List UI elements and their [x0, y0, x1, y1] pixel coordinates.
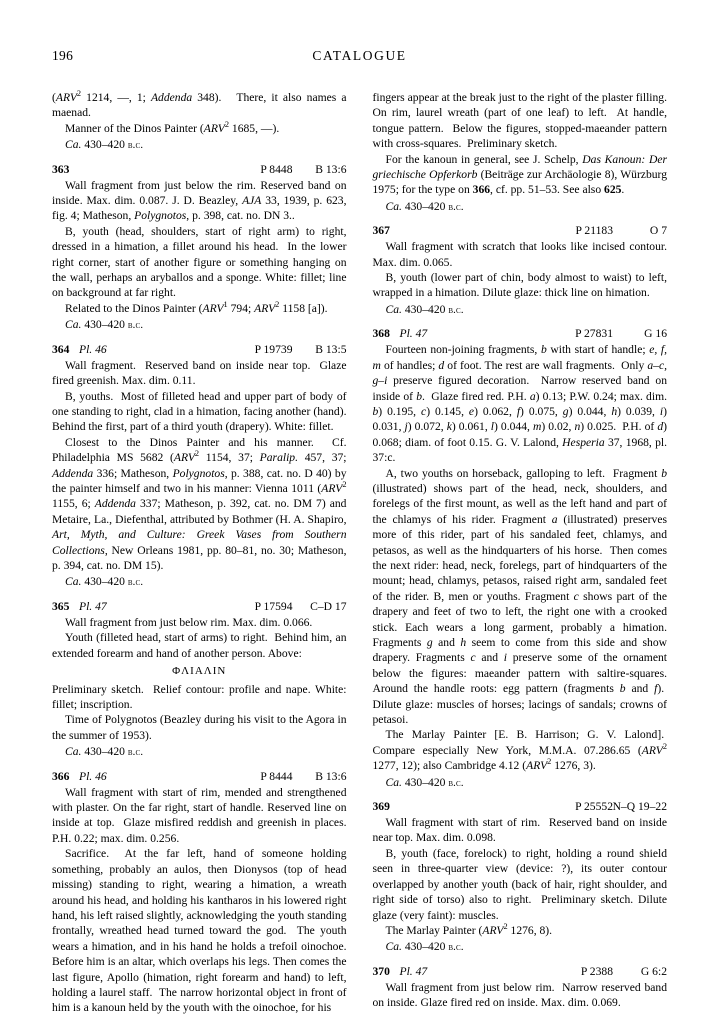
entry-number: 368 [372, 327, 390, 341]
text-columns [52, 89, 668, 1015]
entry-heading [373, 223, 668, 238]
paragraph: (ARV$^2$ 1214, —, 1; Addenda 348). There, it also names a maenad. [52, 89, 347, 120]
entry-box-number: B 13:5 [315, 342, 347, 356]
paragraph: B, youth (face, forelock) to right, holding a round shield seen in three-quarter view (device: ?), its outer contour overlapped by another youth (back of hair, right shoulder, and right side of torso) also to right. Preliminary sketch. Dilute glaze (very faint): muscles. [372, 846, 667, 922]
entry-heading [373, 326, 668, 341]
entry-box-number: G 16 [644, 327, 667, 341]
entry-heading [52, 769, 347, 784]
entry-box-number: G 6:2 [640, 964, 667, 978]
entry-heading [52, 162, 347, 177]
entry-plate: Pl. 47 [399, 964, 428, 978]
entry-plate: Pl. 47 [79, 599, 107, 613]
paragraph: For the kanoun in general, see J. Schelp, Das Kanoun: Der griechische Opferkorb (Beiträge zur Archäologie 8), Würzburg 1975; for the type on 366, cf. pp. 51–53. See also 625. [372, 152, 667, 197]
paragraph: Fourteen non-joining fragments, b with start of handle; e, f, m of handles; d of foot. The rest are wall fragments. Only a–c, g–i preserve figured decoration. Narrow reserved band on inside of b. Glaze fired red. P.H. a) 0.13; P.W. 0.24; max. dim. b) 0.195, c) 0.145, e) 0.062, f) 0.075, g) 0.044, h) 0.039, i) 0.031, j) 0.072, k) 0.061, l) 0.044, m) 0.02, n) 0.025. P.H. of d) 0.068; diam. of foot 0.15. G. V. Lalond, Hesperia 37, 1968, pl. 37:c. [372, 343, 668, 465]
page-header [52, 48, 667, 76]
paragraph: Wall fragment from just below the rim. Reserved band on inside. Max. dim. 0.087. J. D. Beazley, AJA 33, 1939, p. 623, fig. 4; Matheson, Polygnotos, p. 398, cat. no. DN 3.. [52, 178, 347, 223]
entry-plate: Pl. 47 [399, 327, 428, 341]
paragraph: Wall fragment with scratch that looks like incised contour. Max. dim. 0.065. [372, 240, 667, 269]
left-column [52, 89, 347, 1015]
paragraph: Manner of the Dinos Painter (ARV$^2$ 1685, —). [65, 119, 280, 135]
paragraph-date: Ca. 430–420 b.c. [385, 302, 464, 316]
entry-number: 367 [372, 224, 390, 238]
entry-box-number: B 13:6 [315, 769, 347, 783]
paragraph: Sacrifice. At the far left, hand of someone holding something, probably an aulos, then Dionysos (top of head missing) standing to right, wearing a himation, a wreath around his head, and holding his kantharos in his lowered right hand, his left raised slightly, acknowledging the youth standing frontally, wreathed head turned toward the god. The youth wears a himation, and in his hand he holds a trefoil oinochoe. Before him is an altar, which overlaps his legs. Then comes the last figure, Apollo (himation, right forearm and hand) to left, holding a laurel staff. The narrow horizontal object in front of him is a kanoun held by the youth with the oinochoe, for his [52, 847, 347, 1015]
entry-box-number: N–Q 19–22 [612, 800, 667, 814]
paragraph: Wall fragment with start of rim, mended and strengthened with plaster. On the far right, start of handle. Reserved line on inside at top. Glaze misfired reddish and greenish in places. P.H. 0.22; max. dim. 0.256. [52, 785, 347, 845]
entry-cat-number: P 25552 [575, 800, 613, 814]
entry-box-number: O 7 [649, 224, 667, 238]
paragraph: Wall fragment with start of rim. Reserved band on inside near top. Max. dim. 0.098. [372, 816, 667, 845]
paragraph-date: Ca. 430–420 b.c. [65, 138, 144, 152]
paragraph: fingers appear at the break just to the right of the plaster filling. On rim, laurel wreath (part of one leaf) to left. At handle, tongue pattern. Below the figures, stopped-maeander pattern with cross-squares. Preliminary sketch. [372, 91, 667, 151]
paragraph: Wall fragment. Reserved band on inside near top. Glaze fired greenish. Max. dim. 0.11. [52, 358, 347, 388]
entry-cat-number: P 8444 [260, 769, 293, 783]
paragraph: B, youth (head, shoulders, start of right arm) to right, dressed in a himation, a fillet around his head. In the lower right corner, start of another figure or something hanging on the wall, perhaps an aryballos and a sponge. White: fillet; line on background at far right. [52, 224, 347, 300]
entry-number: 363 [52, 162, 70, 176]
entry-plate: Pl. 46 [79, 769, 107, 783]
paragraph-date: Ca. 430–420 b.c. [385, 775, 464, 789]
entry-number: 369 [372, 800, 390, 814]
paragraph: Closest to the Dinos Painter and his manner. Cf. Philadelphia MS 5682 (ARV$^2$ 1154, 37; Paralip. 457, 37; Addenda 336; Matheson, Polygnotos, p. 388, cat. no. D 40) by the painter himself and two in his manner: Vienna 1011 (ARV$^2$ 1155, 6; Addenda 337; Matheson, p. 392, cat. no. DM 7) and Metaire, La., Diefenthal, attributed by Bothmer (H. A. Shapiro, Art, Myth, and Culture: Greek Vases from Southern Collections, New Orleans 1981, pp. 80–81, no. 30; Matheson, p. 394, cat. no. DM 15). [52, 435, 347, 572]
entry-number: 365 [52, 599, 70, 613]
paragraph: Preliminary sketch. Relief contour: profile and nape. White: fillet; inscription. [52, 682, 347, 712]
paragraph: Wall fragment from just below rim. Narrow reserved band on inside. Glaze fired red on inside. Max. dim. 0.069. [372, 980, 667, 1010]
paragraph-date: Ca. 430–420 b.c. [385, 940, 464, 954]
paragraph: Youth (filleted head, start of arms) to right. Behind him, an extended forearm and hand of another person. Above: [52, 631, 347, 660]
paragraph: The Marlay Painter (ARV$^2$ 1276, 8). [385, 922, 553, 937]
entry-heading [373, 964, 668, 979]
entry-cat-number: P 27831 [575, 327, 613, 341]
greek-inscription: ΦΛΙΑΛΙΝ [172, 665, 227, 677]
paragraph: A, two youths on horseback, galloping to left. Fragment b (illustrated) shows part of the head, neck, shoulders, and forelegs of the first mount, as well as the left hand and part of the chlamys of his rider. Fragment a (illustrated) preserves more of this rider, part of his sandaled feet, chlamys, and petasos, as well as the hindquarters of his horse. Then comes the next rider: head, neck, forelegs, part of hindquarters of the mount; head, chlamys, petasos, raised right arm, sandaled feet of the rider. B, men or youths. Fragment c shows part of the drapery and feet of two to left, the right one with a crooked stick. Each wears a long garment, probably a himation. Fragments g and h seem to come from this side and show drapery. Fragments c and i preserve some of the ornament below the figures: maeander pattern with saltire-squares. Around the handle roots: egg pattern (fragments b and f). Dilute glaze: muscles of horses; lacings of sandals; crowns of petasoi. [372, 466, 667, 727]
entry-cat-number: P 21183 [575, 224, 613, 238]
entry-heading [373, 799, 668, 814]
right-column [372, 90, 668, 1010]
paragraph: The Marlay Painter [E. B. Harrison; G. V. Lalond]. Compare especially New York, M.M.A. 07.286.65 (ARV$^2$ 1277, 12); also Cambridge 4.12 (ARV$^2$ 1276, 3). [372, 728, 667, 773]
entry-number: 366 [52, 769, 70, 783]
page-number: 196 [52, 48, 74, 63]
paragraph: B, youth (lower part of chin, body almost to waist) to left, wrapped in a himation. Dilute glaze: thick line on himation. [372, 271, 667, 300]
paragraph: B, youths. Most of filleted head and upper part of body of one standing to right, clad in a himation, facing another (hand). Behind the first, part of a third youth (drapery). White: fillet. [52, 389, 347, 434]
entry-heading [52, 599, 347, 614]
paragraph: Related to the Dinos Painter (ARV$^1$ 794; ARV$^2$ 1158 [a]). [65, 300, 328, 315]
paragraph-date: Ca. 430–420 b.c. [65, 318, 144, 332]
paragraph-date: Ca. 430–420 b.c. [65, 745, 144, 759]
paragraph-date: Ca. 430–420 b.c. [385, 199, 464, 213]
paragraph-date: Ca. 430–420 b.c. [65, 575, 144, 589]
running-head: CATALOGUE [312, 48, 407, 63]
entry-cat-number: P 2388 [580, 964, 613, 978]
paragraph: Time of Polygnotos (Beazley during his visit to the Agora in the summer of 1953). [52, 713, 347, 742]
entry-box-number: C–D 17 [310, 599, 347, 613]
entry-number: 364 [52, 342, 70, 356]
entry-cat-number: P 17594 [254, 599, 293, 613]
paragraph: Wall fragment from just below rim. Max. dim. 0.066. [65, 615, 313, 629]
entry-cat-number: P 8448 [260, 162, 293, 176]
entry-plate: Pl. 46 [79, 342, 107, 356]
entry-box-number: B 13:6 [315, 162, 347, 176]
entry-heading [52, 342, 347, 357]
entry-cat-number: P 19739 [254, 342, 293, 356]
entry-number: 370 [372, 964, 390, 978]
